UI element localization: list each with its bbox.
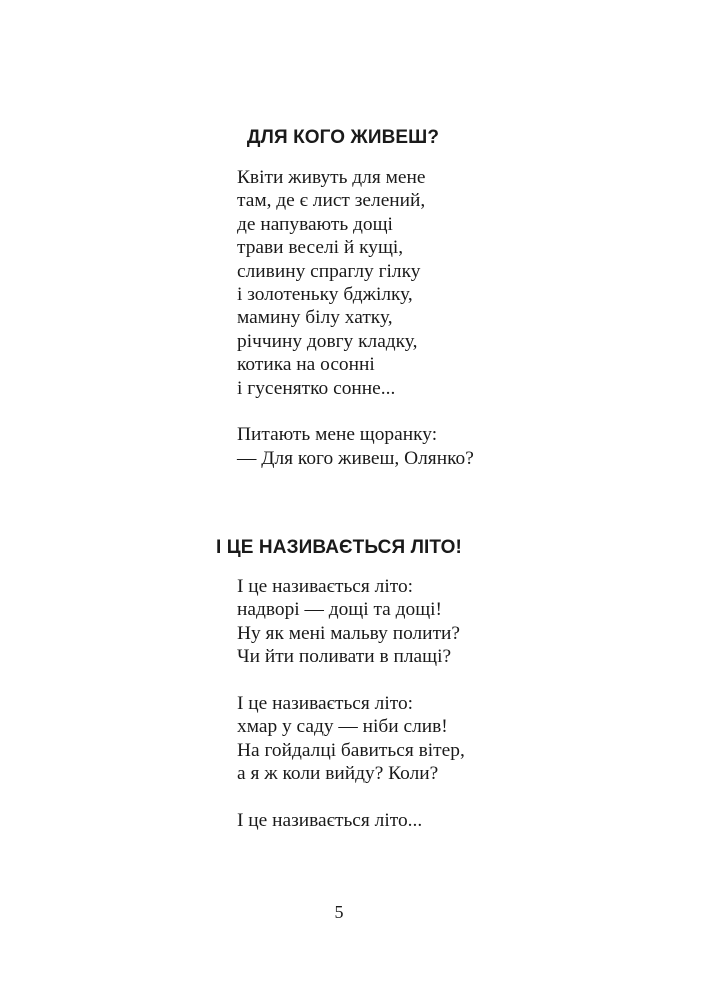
stanza [237, 166, 474, 400]
poem-line: хмар у саду — ніби слив! [237, 716, 448, 738]
stanza [237, 575, 465, 669]
page-number: 5 [334, 902, 344, 922]
poem-line: сливину спраглу гілку [237, 260, 421, 282]
poem-line: і золотеньку бджілку, [237, 283, 413, 305]
poem-body [237, 575, 465, 832]
poem-line: де напувають дощі [237, 213, 393, 235]
poem-line: а я ж коли вийду? Коли? [237, 763, 439, 785]
poem-line: мамину білу хатку, [237, 307, 393, 329]
poem-body [237, 166, 474, 470]
poem-title: І ЦЕ НАЗИВАЄТЬСЯ ЛІТО! [216, 537, 462, 558]
poem-line: і гусенятко сонне... [237, 377, 396, 399]
poem-line: — Для кого живеш, Олянко? [237, 447, 474, 469]
poem-line: І це називається літо: [237, 692, 414, 714]
poem-line: Питають мене щоранку: [237, 424, 438, 446]
poem-line: трави веселі й кущі, [237, 237, 404, 259]
poem-line: І це називається літо: [237, 576, 414, 597]
poem-line: Ну як мені мальву полити? [237, 622, 461, 644]
poem-line: Чи йти поливати в плащі? [237, 646, 452, 668]
poem-line: там, де є лист зелений, [237, 190, 426, 212]
stanza [237, 692, 465, 786]
poem-line: На гойдалці бавиться вітер, [237, 739, 465, 761]
poem-line: котика на осонні [237, 354, 375, 376]
stanza [237, 809, 465, 832]
poem-line: надворі — дощі та дощі! [237, 599, 442, 621]
stanza [237, 423, 474, 470]
poem-line: Квіти живуть для мене [237, 167, 426, 188]
poem-line: річчину довгу кладку, [237, 330, 418, 352]
poem-title: ДЛЯ КОГО ЖИВЕШ? [246, 127, 440, 148]
poem-line: І це називається літо... [237, 809, 423, 831]
